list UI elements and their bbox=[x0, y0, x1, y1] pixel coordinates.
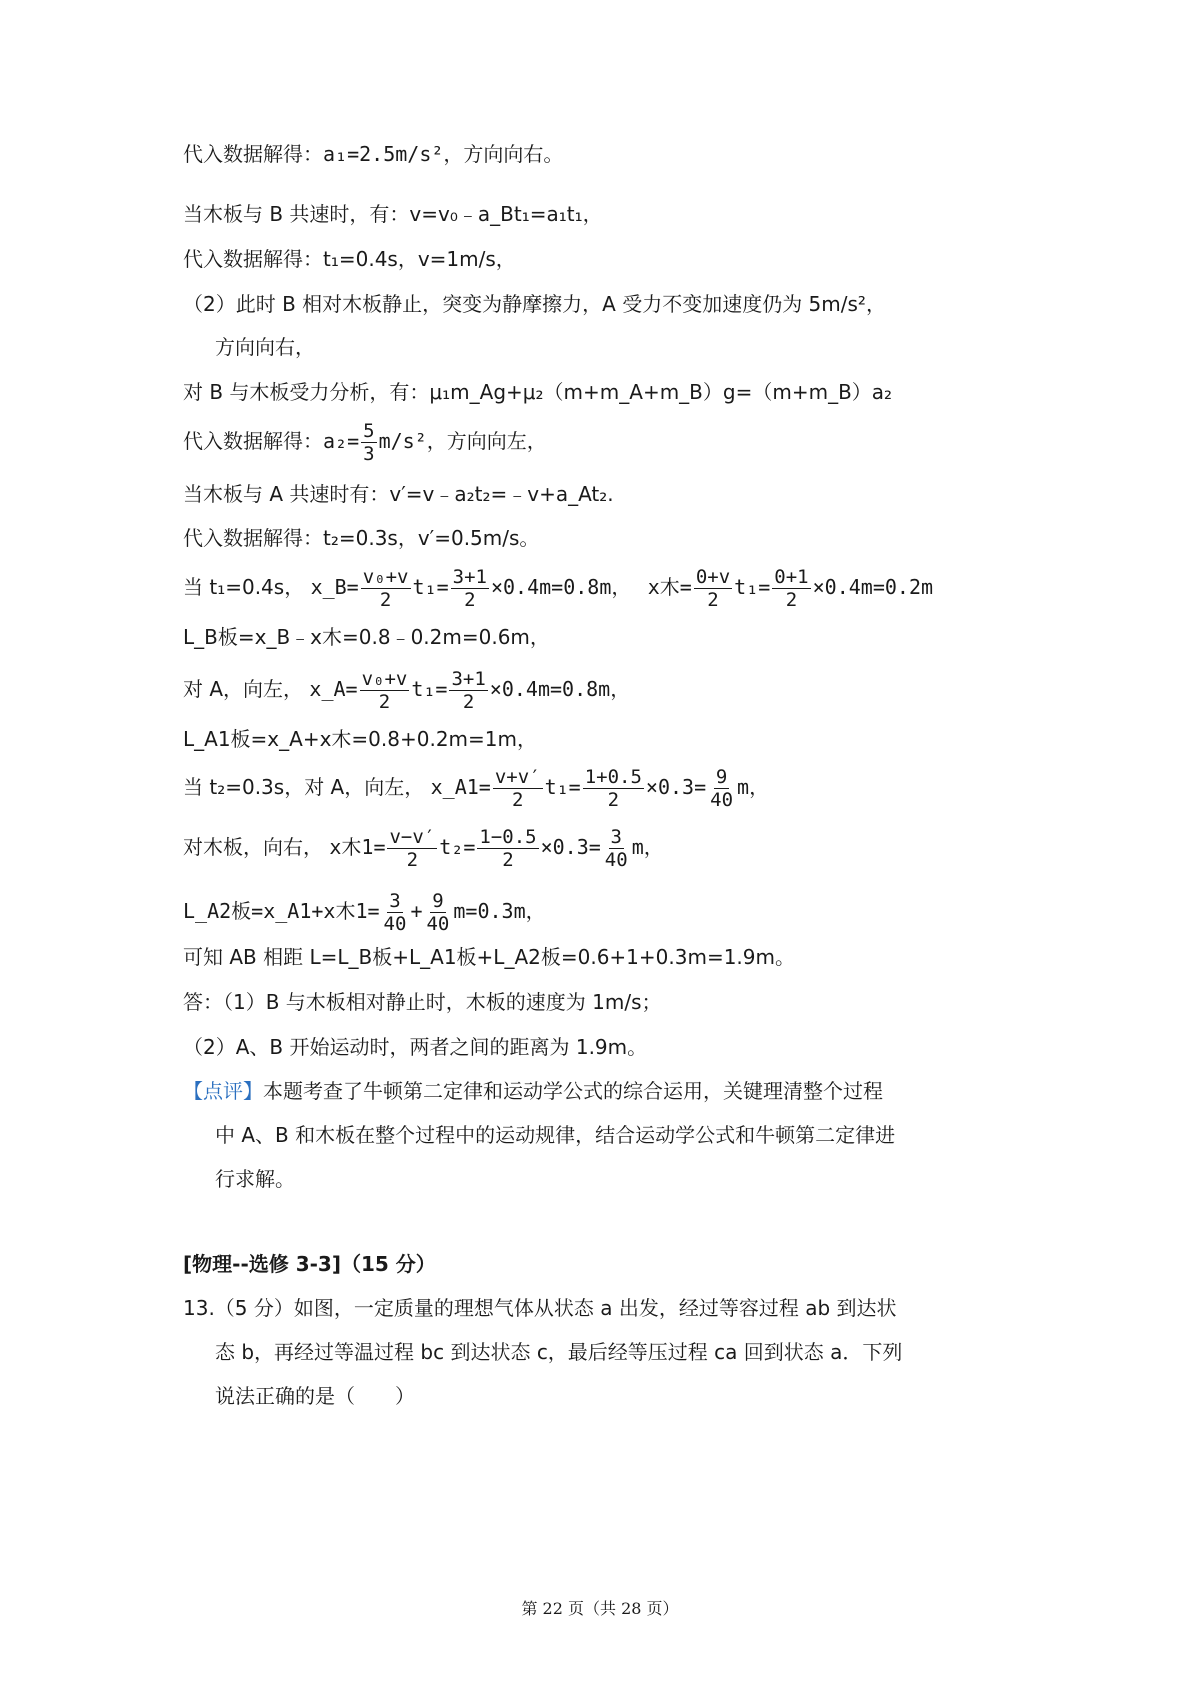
xa1-den2: 2 bbox=[607, 789, 620, 811]
line-a2-pre: 代入数据解得： bbox=[183, 429, 323, 453]
a2-den: 3 bbox=[363, 443, 375, 465]
xm1-result: m， bbox=[631, 835, 664, 859]
line-answer-2: （2）A、B 开始运动时，两者之间的距离为 1.9m。 bbox=[183, 1035, 648, 1059]
line-direction-right: 方向向右， bbox=[215, 335, 315, 359]
line-a1-pre: 代入数据解得： bbox=[183, 142, 323, 166]
a2-lhs: a₂= bbox=[323, 429, 360, 453]
line-part2: （2）此时 B 相对木板静止，突变为静摩擦力，A 受力不变加速度仍为 5m/s²， bbox=[183, 292, 886, 316]
a2-fraction bbox=[361, 420, 376, 465]
xm1-mid: ×0.3= bbox=[540, 835, 601, 859]
xb-den: 2 bbox=[379, 589, 392, 611]
xa1-num3: 9 bbox=[715, 766, 728, 788]
xa1-t: t₁= bbox=[544, 775, 581, 799]
line-xm1 bbox=[183, 826, 664, 871]
la2-den2: 40 bbox=[426, 913, 450, 935]
xm-frac1 bbox=[694, 566, 732, 611]
line-xa1-pre: 当 t₂=0.3s，对 A，向左， bbox=[183, 775, 425, 799]
xm-result: ×0.4m=0.2m bbox=[812, 575, 934, 599]
line-xa1 bbox=[183, 766, 769, 811]
xm1-frac3 bbox=[603, 826, 630, 871]
xb-frac2 bbox=[451, 566, 489, 611]
line-a2 bbox=[183, 420, 547, 465]
line-common-speed-a: 当木板与 A 共速时有：v′=v﹣a₂t₂=﹣v+a_At₂. bbox=[183, 482, 614, 506]
line-total-distance: 可知 AB 相距 L=L_B板+L_A1板+L_A2板=0.6+1+0.3m=1.9m。 bbox=[183, 945, 795, 969]
xb-num: v₀+v bbox=[362, 566, 409, 588]
line-t1-result: 代入数据解得：t₁=0.4s，v=1m/s， bbox=[183, 247, 516, 271]
xb-result: ×0.4m=0.8m， bbox=[490, 575, 632, 599]
xb-num2: 3+1 bbox=[452, 566, 487, 588]
xm-den2: 2 bbox=[785, 589, 798, 611]
xa1-result: m， bbox=[737, 775, 770, 799]
a2-num: 5 bbox=[363, 420, 375, 442]
xm1-den3: 40 bbox=[604, 849, 628, 871]
xm-frac2 bbox=[772, 566, 810, 611]
line-answer-1: 答：（1）B 与木板相对静止时，木板的速度为 1m/s； bbox=[183, 990, 662, 1014]
xa-lhs: x_A= bbox=[309, 677, 358, 701]
line-a1-tail: ，方向向右。 bbox=[443, 142, 564, 166]
xb-frac1 bbox=[361, 566, 411, 611]
xa1-frac3 bbox=[708, 766, 735, 811]
xb-den2: 2 bbox=[464, 589, 476, 611]
line-xa bbox=[183, 668, 630, 713]
formula-a1: a₁=2.5m/s² bbox=[323, 142, 444, 166]
line-xa-pre: 对 A，向左， bbox=[183, 677, 304, 701]
xm1-num: v−v′ bbox=[389, 826, 436, 848]
xa1-num2: 1+0.5 bbox=[584, 766, 642, 788]
comment-tag: 【点评】 bbox=[183, 1079, 263, 1103]
xb-lhs: x_B= bbox=[310, 575, 359, 599]
line-xm1-pre: 对木板，向右， bbox=[183, 835, 323, 859]
xa1-lhs: x_A1= bbox=[430, 775, 491, 799]
question-13-line-3: 说法正确的是（ ） bbox=[215, 1384, 415, 1408]
la2-frac2 bbox=[424, 890, 451, 935]
xm-den: 2 bbox=[707, 589, 719, 611]
line-a1 bbox=[183, 140, 563, 168]
xa1-frac1 bbox=[493, 766, 543, 811]
xa1-den3: 40 bbox=[710, 789, 734, 811]
la2-plus: + bbox=[410, 899, 423, 923]
line-xb-pre: 当 t₁=0.4s， bbox=[183, 575, 305, 599]
xa-frac2 bbox=[449, 668, 487, 713]
xm1-den: 2 bbox=[406, 849, 419, 871]
la2-num1: 3 bbox=[389, 890, 401, 912]
xm1-frac2 bbox=[477, 826, 538, 871]
xa-result: ×0.4m=0.8m， bbox=[489, 677, 631, 701]
xm-num: 0+v bbox=[695, 566, 731, 588]
line-a2-tail: ，方向向左， bbox=[426, 429, 547, 453]
la2-result: m=0.3m， bbox=[453, 899, 546, 923]
line-common-speed: 当木板与 B 共速时，有：v=v₀﹣a_Bt₁=a₁t₁， bbox=[183, 202, 603, 226]
line-force-analysis: 对 B 与木板受力分析，有：μ₁m_Ag+μ₂（m+m_A+m_B）g=（m+m_B）a₂ bbox=[183, 380, 893, 404]
xm1-t: t₂= bbox=[439, 835, 476, 859]
line-t2-result: 代入数据解得：t₂=0.3s，v′=0.5m/s。 bbox=[183, 526, 540, 550]
line-la2 bbox=[183, 890, 546, 935]
line-comment-2: 中 A、B 和木板在整个过程中的运动规律，结合运动学公式和牛顿第二定律进 bbox=[215, 1123, 896, 1147]
line-lb: L_B板=x_B﹣x木=0.8﹣0.2m=0.6m， bbox=[183, 625, 550, 649]
xa-t: t₁= bbox=[411, 677, 448, 701]
xa-den: 2 bbox=[378, 691, 391, 713]
la2-den1: 40 bbox=[383, 913, 407, 935]
line-xb-xm bbox=[183, 566, 933, 611]
xm1-lhs: x木1= bbox=[329, 835, 386, 859]
line-la1: L_A1板=x_A+x木=0.8+0.2m=1m， bbox=[183, 727, 537, 751]
question-13-line-1: 13.（5 分）如图，一定质量的理想气体从状态 a 出发，经过等容过程 ab 到达状 bbox=[183, 1296, 897, 1320]
question-13-line-2: 态 b，再经过等温过程 bc 到达状态 c，最后经等压过程 ca 回到状态 a．下列 bbox=[215, 1340, 903, 1364]
line-comment-3: 行求解。 bbox=[215, 1167, 295, 1191]
comment-text: 本题考查了牛顿第二定律和运动学公式的综合运用，关键理清整个过程 bbox=[263, 1079, 883, 1103]
la2-lhs: L_A2板=x_A1+x木1= bbox=[183, 899, 380, 923]
xa-frac1 bbox=[360, 668, 410, 713]
line-comment bbox=[183, 1077, 883, 1105]
la2-num2: 9 bbox=[432, 890, 444, 912]
xm1-den2: 2 bbox=[502, 849, 514, 871]
xm1-frac1 bbox=[387, 826, 437, 871]
xa1-num: v+v′ bbox=[494, 766, 541, 788]
section-heading: [物理--选修 3-3]（15 分） bbox=[183, 1252, 436, 1276]
xa-num: v₀+v bbox=[361, 668, 408, 690]
xm1-num2: 1−0.5 bbox=[479, 826, 537, 848]
xm-lhs: x木= bbox=[647, 575, 692, 599]
xa1-frac2 bbox=[583, 766, 644, 811]
xa-num2: 3+1 bbox=[451, 668, 486, 690]
xm-t: t₁= bbox=[734, 575, 771, 599]
a2-unit: m/s² bbox=[378, 429, 427, 453]
page-footer: 第 22 页（共 28 页） bbox=[521, 1599, 679, 1618]
xa1-mid: ×0.3= bbox=[645, 775, 707, 799]
xa1-den: 2 bbox=[511, 789, 524, 811]
xm-num2: 0+1 bbox=[774, 566, 809, 588]
xa-den2: 2 bbox=[462, 691, 475, 713]
xm1-num3: 3 bbox=[610, 826, 622, 848]
la2-frac1 bbox=[382, 890, 409, 935]
xb-t: t₁= bbox=[412, 575, 449, 599]
